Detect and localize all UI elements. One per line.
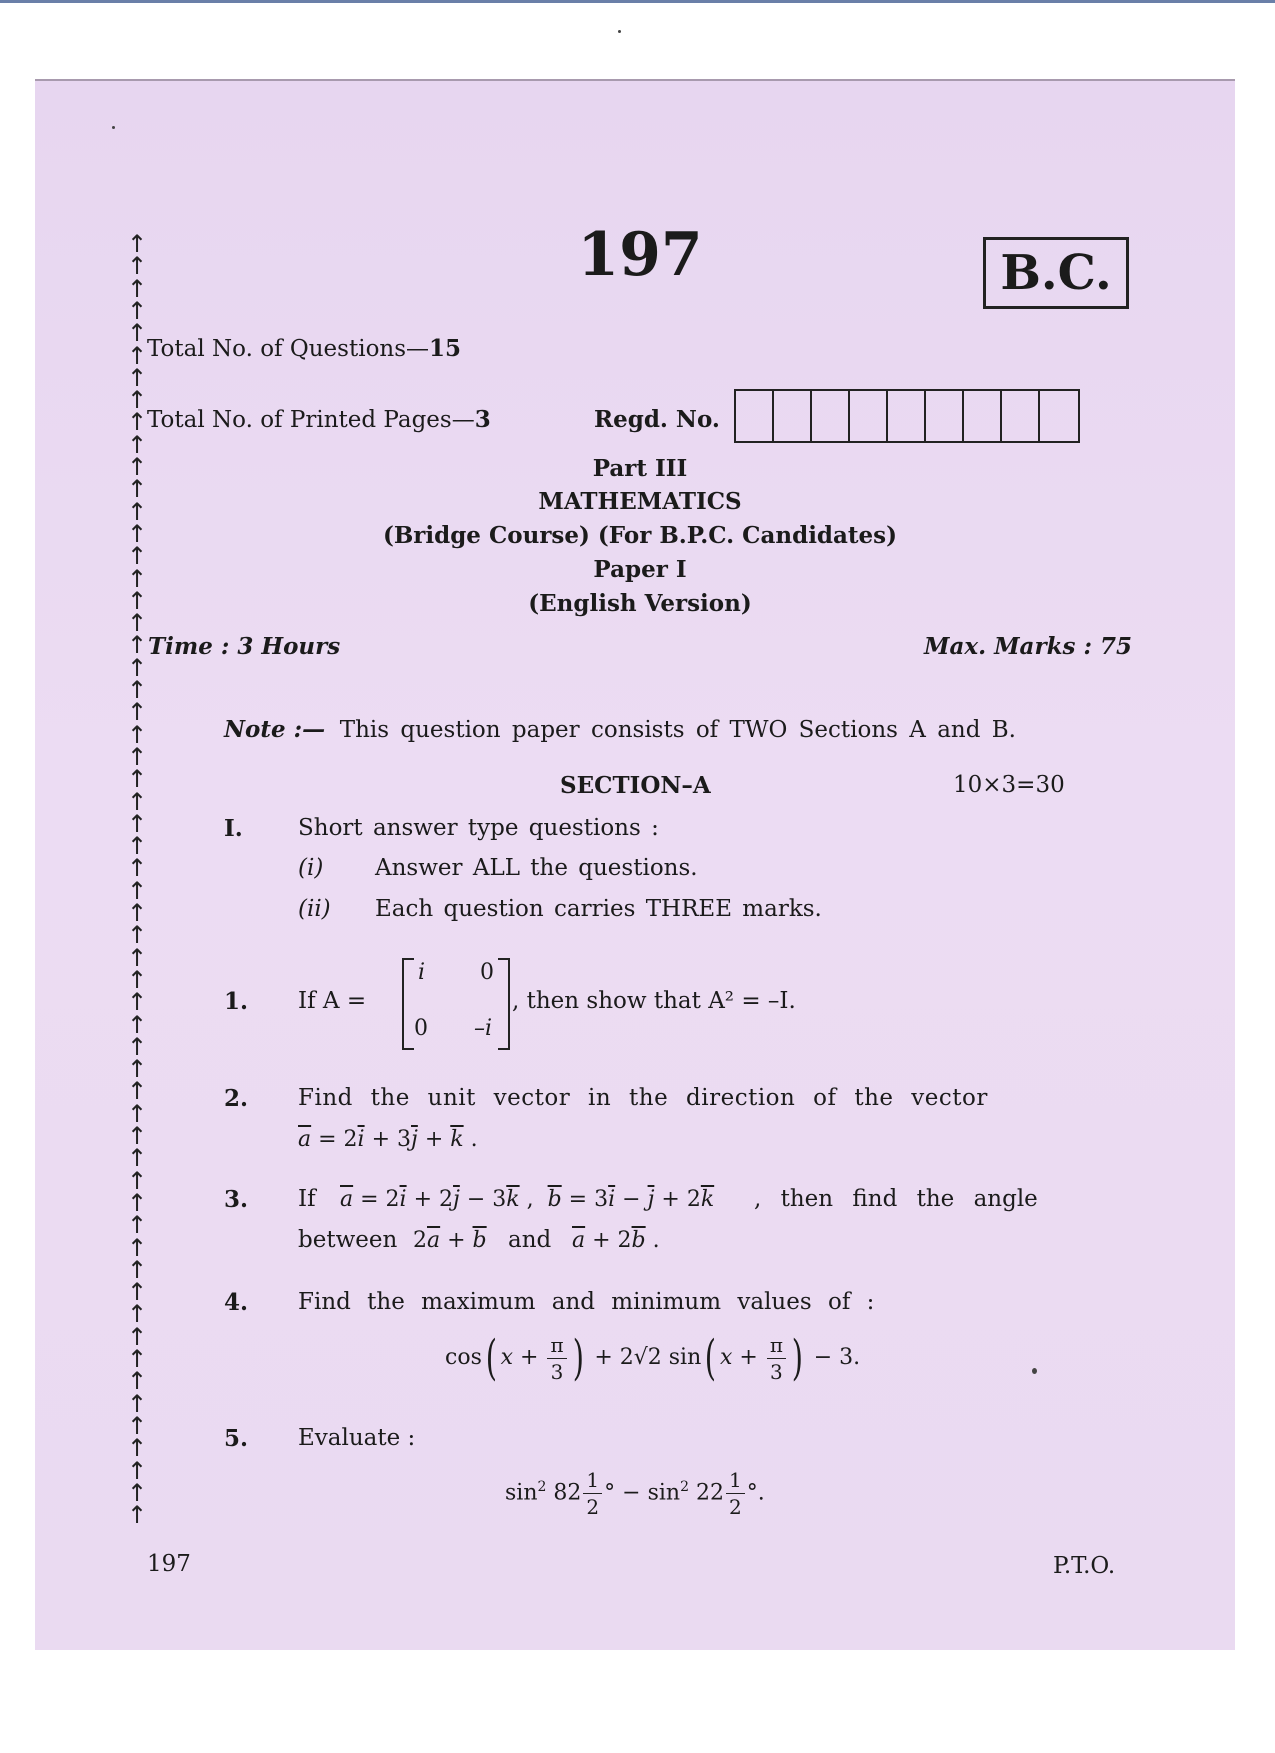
margin-arrow-icon: ↑ [126,899,148,927]
margin-arrow-icon: ↑ [126,943,148,972]
expr-2a-plus-b: $2\overline{a} + \overline{b}$ [413,1228,487,1253]
margin-arrow-icon: ↑ [126,854,148,883]
margin-arrow-icon: ↑ [126,430,148,459]
margin-arrow-icon: ↑ [126,475,148,504]
regd-label: Regd. No. [594,406,720,433]
margin-arrow-icon: ↑ [126,1055,148,1084]
trig-expression: cos( x + $\frac{\pi}{3}$ ) + 2√2 sin( x + $\frac{\pi}{3}$ ) − 3. [445,1330,861,1386]
regd-number-boxes[interactable] [734,389,1080,443]
total-pages: Total No. of Printed Pages—3 [147,406,491,433]
sine-difference-expression: $\sin^2 82$ $\frac{1}{2}$ ° − $\sin^2 22$ $\frac{1}{2}$ °. [505,1468,765,1519]
margin-arrow-icon: ↑ [126,230,148,258]
question-5-text: Evaluate : [298,1425,416,1451]
margin-arrow-icon: ↑ [126,653,148,682]
margin-arrow-icon: ↑ [126,519,148,548]
margin-arrow-icon: ↑ [126,876,148,905]
margin-arrows [125,232,149,1532]
margin-arrow-icon: ↑ [126,1122,148,1150]
part-heading: Part III [592,455,688,482]
instruction-title: Short answer type questions : [298,815,659,841]
margin-arrow-icon: ↑ [126,676,148,704]
version-heading: (English Version) [528,590,752,617]
margin-arrow-icon: ↑ [126,1233,148,1262]
margin-arrow-icon: ↑ [126,1255,148,1284]
margin-arrow-icon: ↑ [126,809,148,838]
margin-arrow-icon: ↑ [126,1322,148,1351]
margin-arrow-icon: ↑ [126,1099,148,1128]
margin-arrow-icon: ↑ [126,564,148,593]
margin-arrow-icon: ↑ [126,1478,148,1507]
margin-arrow-icon: ↑ [126,1345,148,1373]
margin-arrow-icon: ↑ [126,720,148,749]
instruction-item-num: (i) [298,855,324,881]
vector-a-expression: $\overline{a} = 2\overline{i} + 3\overline{j} + \overline{k}$ . [298,1127,478,1152]
margin-arrow-icon: ↑ [126,609,148,638]
margin-arrow-icon: ↑ [126,787,148,816]
margin-arrow-icon: ↑ [126,542,148,571]
instruction-item-text: Answer ALL the questions. [375,855,698,881]
margin-arrow-icon: ↑ [126,341,148,370]
footer-page-code: 197 [147,1551,191,1577]
total-questions: Total No. of Questions—15 [147,335,462,362]
time-allowed: Time : 3 Hours [148,633,341,660]
margin-arrow-icon: ↑ [126,1300,148,1329]
margin-arrow-icon: ↑ [126,1411,148,1440]
scan-speck [618,30,621,33]
margin-arrow-icon: ↑ [126,765,148,794]
margin-arrow-icon: ↑ [126,1166,148,1195]
paper-heading: Paper I [593,556,687,583]
margin-arrow-icon: ↑ [126,1010,148,1039]
margin-arrow-icon: ↑ [126,453,148,481]
question-3-between: between [298,1227,398,1253]
margin-arrow-icon: ↑ [126,698,148,727]
margin-arrow-icon: ↑ [126,497,148,526]
instruction-item-num: (ii) [298,896,331,922]
margin-arrow-icon: ↑ [126,1278,148,1307]
question-2-text: Find the unit vector in the direction of the vector [298,1085,988,1111]
scan-speck [112,126,115,129]
question-number: 5. [224,1425,249,1452]
margin-arrow-icon: ↑ [126,1144,148,1173]
margin-arrow-icon: ↑ [126,1188,148,1217]
margin-arrow-icon: ↑ [126,631,148,660]
expr-a-plus-2b: $\overline{a} + 2\overline{b}$ . [572,1228,660,1253]
scan-top-border [0,0,1275,3]
question-number: 1. [224,988,249,1015]
matrix-a: i 0 0 –i [402,958,510,1048]
margin-arrow-icon: ↑ [126,1434,148,1463]
question-3-and: and [508,1227,552,1253]
margin-arrow-icon: ↑ [126,252,148,281]
question-4-text: Find the maximum and minimum values of : [298,1289,875,1315]
section-a-marks: 10×3=30 [953,772,1065,798]
instruction-number: I. [224,815,243,842]
scan-speck [1032,1368,1037,1374]
margin-arrow-icon: ↑ [126,965,148,994]
margin-arrow-icon: ↑ [126,1077,148,1106]
margin-arrow-icon: ↑ [126,832,148,861]
margin-arrow-icon: ↑ [126,586,148,615]
vectors-a-b-expression: $\overline{a} = 2\overline{i} + 2\overline{j} - 3\overline{k}$ , $\overline{b} = 3\overline{i} - \overline{j} + 2\overline{k}$ [340,1187,715,1212]
question-1-lead: If A = [298,988,367,1014]
margin-arrow-icon: ↑ [126,1367,148,1396]
question-number: 2. [224,1085,249,1112]
note: Note :— This question paper consists of TWO Sections A and B. [224,716,1016,743]
margin-arrow-icon: ↑ [126,921,148,950]
margin-arrow-icon: ↑ [126,319,148,348]
stream-badge: B.C. [983,237,1129,309]
margin-arrow-icon: ↑ [126,1456,148,1485]
subject-heading: MATHEMATICS [538,488,742,515]
question-number: 3. [224,1186,249,1213]
margin-arrow-icon: ↑ [126,296,148,325]
footer-pto: P.T.O. [1053,1553,1116,1579]
margin-arrow-icon: ↑ [126,988,148,1017]
question-3-if: If [298,1186,316,1212]
sheet-top-rule [35,79,1235,81]
margin-arrow-icon: ↑ [126,742,148,771]
question-3-then: , then find the angle [754,1186,1038,1212]
margin-arrow-icon: ↑ [126,274,148,303]
margin-arrow-icon: ↑ [126,1501,148,1530]
margin-arrow-icon: ↑ [126,408,148,437]
margin-arrow-icon: ↑ [126,386,148,415]
question-1-tail: , then show that A² = –I. [512,988,796,1014]
max-marks: Max. Marks : 75 [924,633,1132,660]
question-number: 4. [224,1289,249,1316]
course-heading: (Bridge Course) (For B.P.C. Candidates) [382,522,898,549]
margin-arrow-icon: ↑ [126,363,148,392]
margin-arrow-icon: ↑ [126,1389,148,1418]
margin-arrow-icon: ↑ [126,1211,148,1240]
margin-arrow-icon: ↑ [126,1032,148,1061]
section-a-title: SECTION–A [560,772,711,799]
instruction-item-text: Each question carries THREE marks. [375,896,822,922]
paper-code: 197 [577,220,703,290]
